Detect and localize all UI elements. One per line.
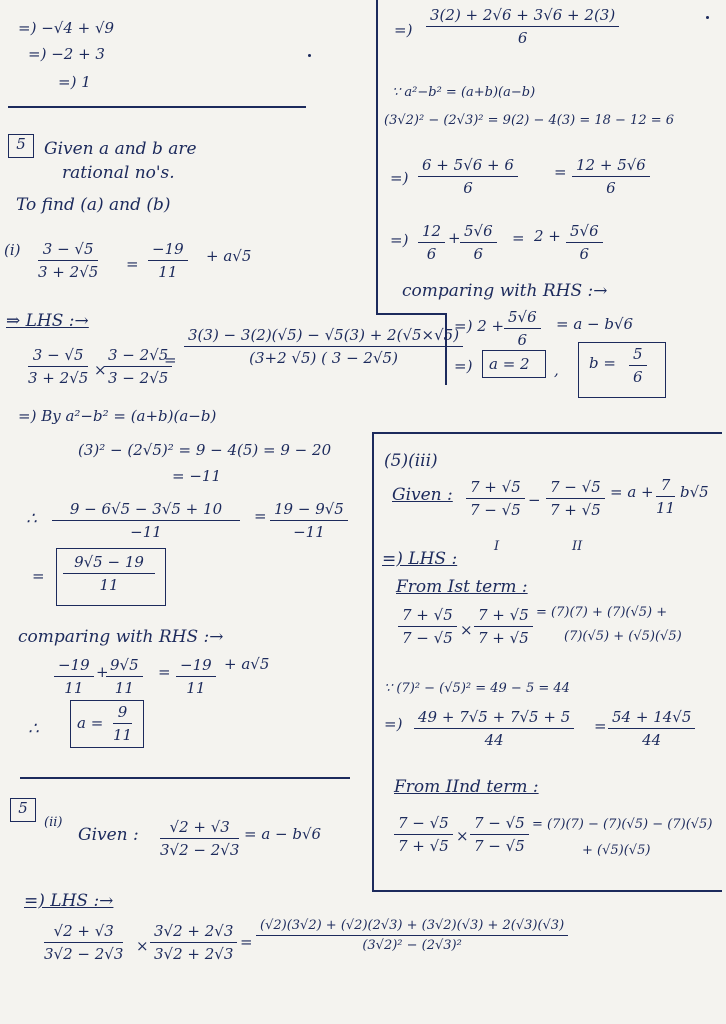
lhs-label: ⇒ LHS :→ <box>6 311 89 331</box>
first-expansion-1: = (7)(7) + (7)(√5) + <box>536 605 668 620</box>
given-fraction-2: $\frac{√2 + √3}{3√2 - 2√3}$ <box>160 818 240 859</box>
first-frac-1: $\frac{7 + √5}{7 - √5}$ <box>398 606 457 647</box>
left-line-2: =) −2 + 3 <box>28 45 105 63</box>
times-sign-2: × <box>136 937 149 955</box>
sub-label-i: (i) <box>4 241 21 259</box>
identity-line: =) By a²−b² = (a+b)(a−b) <box>18 407 217 425</box>
rhs-fraction-3: $\frac{7}{11}$ <box>656 476 676 517</box>
left-lower-separator <box>20 777 350 779</box>
section-label-box <box>8 134 34 158</box>
term-mark-2: II <box>572 539 583 554</box>
left-line-3: =) 1 <box>58 73 91 91</box>
therefore-sign-2: ∴ <box>28 719 39 739</box>
sum-fraction: $\frac{49 + 7√5 + 7√5 + 5}{44}$ <box>414 708 574 749</box>
equals-sign: = <box>126 255 139 273</box>
second-expansion-1: = (7)(7) − (7)(√5) − (7)(√5) <box>532 817 713 832</box>
box-bottom-line <box>376 313 446 315</box>
answer-box-b <box>578 342 666 398</box>
right-comparing: comparing with RHS :→ <box>402 281 608 301</box>
given-rhs-2: = a − b√6 <box>244 825 322 843</box>
vertical-divider-top <box>376 0 378 315</box>
second-expansion-2: + (√5)(√5) <box>582 843 651 858</box>
right-fraction-3a: $\frac{12}{6}$ <box>418 222 445 263</box>
right-implies-5: =) <box>454 357 473 375</box>
answer-a2: a = 2 <box>489 355 530 373</box>
s2-mult-frac-2: $\frac{3√2 + 2√3}{3√2 + 2√3}$ <box>150 922 237 963</box>
plus-sign: + <box>96 663 109 681</box>
right-4a: =) 2 + <box>454 317 505 335</box>
given-line-2: rational no's. <box>62 163 175 183</box>
second-term-label: From IInd term : <box>394 777 539 797</box>
right-implies-2: =) <box>390 169 409 187</box>
square-calc: (3)² − (2√5)² = 9 − 4(5) = 9 − 20 <box>78 441 332 459</box>
equals-sign-9: = <box>594 717 607 735</box>
term-1-fraction: $\frac{7 + √5}{7 - √5}$ <box>466 478 525 519</box>
top-left-separator <box>8 106 306 108</box>
minus-sign: − <box>528 491 541 509</box>
right-fraction-3b: $\frac{5√6}{6}$ <box>460 222 497 263</box>
right-fraction-4: $\frac{5√6}{6}$ <box>504 308 541 349</box>
equals-sign-4: = <box>32 567 45 585</box>
section-label: 5 <box>16 135 26 153</box>
term-2-fraction: $\frac{7 - √5}{7 + √5}$ <box>546 478 605 519</box>
compare-tail: + a√5 <box>224 655 270 673</box>
compare-frac-2: $\frac{9√5}{11}$ <box>106 656 143 697</box>
answer-box-a2 <box>482 350 546 378</box>
equals-sign-2: = <box>164 351 177 369</box>
stray-dot-1 <box>308 54 311 57</box>
to-find: To find (a) and (b) <box>16 195 171 215</box>
given-label-3: Given : <box>392 485 453 505</box>
right-implies-1: =) <box>394 21 413 39</box>
first-term-label: From Ist term : <box>396 577 528 597</box>
result-fraction-1: $\frac{9√5 - 19}{11}$ <box>63 553 155 594</box>
equals-sign-5: = <box>158 663 171 681</box>
term-mark-1: I <box>494 539 500 554</box>
since-identity: ∵ a²−b² = (a+b)(a−b) <box>392 85 536 100</box>
equals-sign-7: = <box>554 163 567 181</box>
rhs-tail-3: b√5 <box>680 483 709 501</box>
second-frac-2: $\frac{7 - √5}{7 - √5}$ <box>470 814 529 855</box>
bottom-right-line <box>372 890 722 892</box>
compare-frac-1: $\frac{-19}{11}$ <box>54 656 94 697</box>
given-label-2: Given : <box>78 825 139 845</box>
first-frac-2: $\frac{7 + √5}{7 + √5}$ <box>474 606 533 647</box>
question-fraction: $\frac{3 - √5}{3 + 2√5}$ <box>38 240 99 281</box>
right-4r: = a − b√6 <box>556 315 634 333</box>
right-fraction-2: $\frac{6 + 5√6 + 6}{6}$ <box>418 156 518 197</box>
s2-mult-frac-1: $\frac{√2 + √3}{3√2 - 2√3}$ <box>44 922 124 963</box>
left-line-1: =) −√4 + √9 <box>18 19 115 37</box>
lhs-label-2: =) LHS :→ <box>24 891 114 911</box>
since-line-3: ∵ (7)² − (√5)² = 49 − 5 = 44 <box>384 681 570 696</box>
rhs-prefix-3: = a + <box>610 483 654 501</box>
question-rhs-tail: + a√5 <box>206 247 252 265</box>
sum-result-fraction: $\frac{54 + 14√5}{44}$ <box>608 708 695 749</box>
equals-sign-8: = <box>512 229 525 247</box>
so-fraction: $\frac{9 - 6√5 - 3√5 + 10}{-11}$ <box>52 500 240 541</box>
right-fraction-3d: $\frac{5√6}{6}$ <box>566 222 603 263</box>
calc-line: (3√2)² − (2√3)² = 9(2) − 4(3) = 18 − 12 = 6 <box>384 113 675 128</box>
answer-b-fraction: $\frac{5}{6}$ <box>629 345 647 386</box>
lhs-label-3: =) LHS : <box>382 549 458 569</box>
section-2-label: 5 <box>18 799 28 817</box>
equals-sign-6: = <box>240 933 253 951</box>
mult-fraction-2: $\frac{3 - 2√5}{3 - 2√5}$ <box>104 346 172 387</box>
right-3c: 2 + <box>534 227 561 245</box>
times-sign-4: × <box>456 827 469 845</box>
plus-sign-2: + <box>448 229 461 247</box>
equals-sign-3: = <box>254 507 267 525</box>
right-section-separator <box>372 432 722 434</box>
mult-fraction-1: $\frac{3 - √5}{3 + 2√5}$ <box>28 346 89 387</box>
question-rhs-fraction: $\frac{-19}{11}$ <box>148 240 188 281</box>
result-box-1 <box>56 548 166 606</box>
s2-expanded-fraction: $\frac{(√2)(3√2) + (√2)(2√3) + (3√2)(√3) + 2(√3)(√3)}{\text{(3√2)² − (2√3)²}}$ <box>256 918 568 953</box>
section-2-label-box <box>10 798 36 822</box>
answer-a-prefix: a = <box>77 714 104 732</box>
answer-a-fraction: $\frac{9}{11}$ <box>113 703 133 744</box>
compare-frac-3: $\frac{-19}{11}$ <box>176 656 216 697</box>
answer-b-prefix: b = <box>589 354 616 372</box>
first-expansion-2: (7)(√5) + (√5)(√5) <box>564 629 682 644</box>
times-sign-3: × <box>460 621 473 639</box>
given-line-1: Given a and b are <box>44 139 197 159</box>
vertical-divider-bottom <box>372 432 374 892</box>
times-sign: × <box>94 361 107 379</box>
comparing-label: comparing with RHS :→ <box>18 627 224 647</box>
answer-box-a <box>70 700 144 748</box>
comma: , <box>554 361 559 379</box>
expanded-fraction: $\frac{3(3) - 3(2)(√5) - √5(3) + 2(√5\times√5)}{(3+2 √5) ( 3 - 2√5)}$ <box>184 326 463 367</box>
section-3-label: (5)(iii) <box>384 451 438 471</box>
therefore-sign: ∴ <box>26 509 37 529</box>
right-implies-3: =) <box>390 231 409 249</box>
right-fraction-2r: $\frac{12 + 5√6}{6}$ <box>572 156 650 197</box>
second-frac-1: $\frac{7 - √5}{7 + √5}$ <box>394 814 453 855</box>
square-result: = −11 <box>172 467 221 485</box>
so-result-fraction: $\frac{19 - 9√5}{-11}$ <box>270 500 348 541</box>
sub-label-ii: (ii) <box>44 815 63 830</box>
right-fraction-1: $\frac{3(2) + 2√6 + 3√6 + 2(3)}{6}$ <box>426 6 619 47</box>
right-implies-6: =) <box>384 715 403 733</box>
stray-dot-2 <box>706 16 709 19</box>
